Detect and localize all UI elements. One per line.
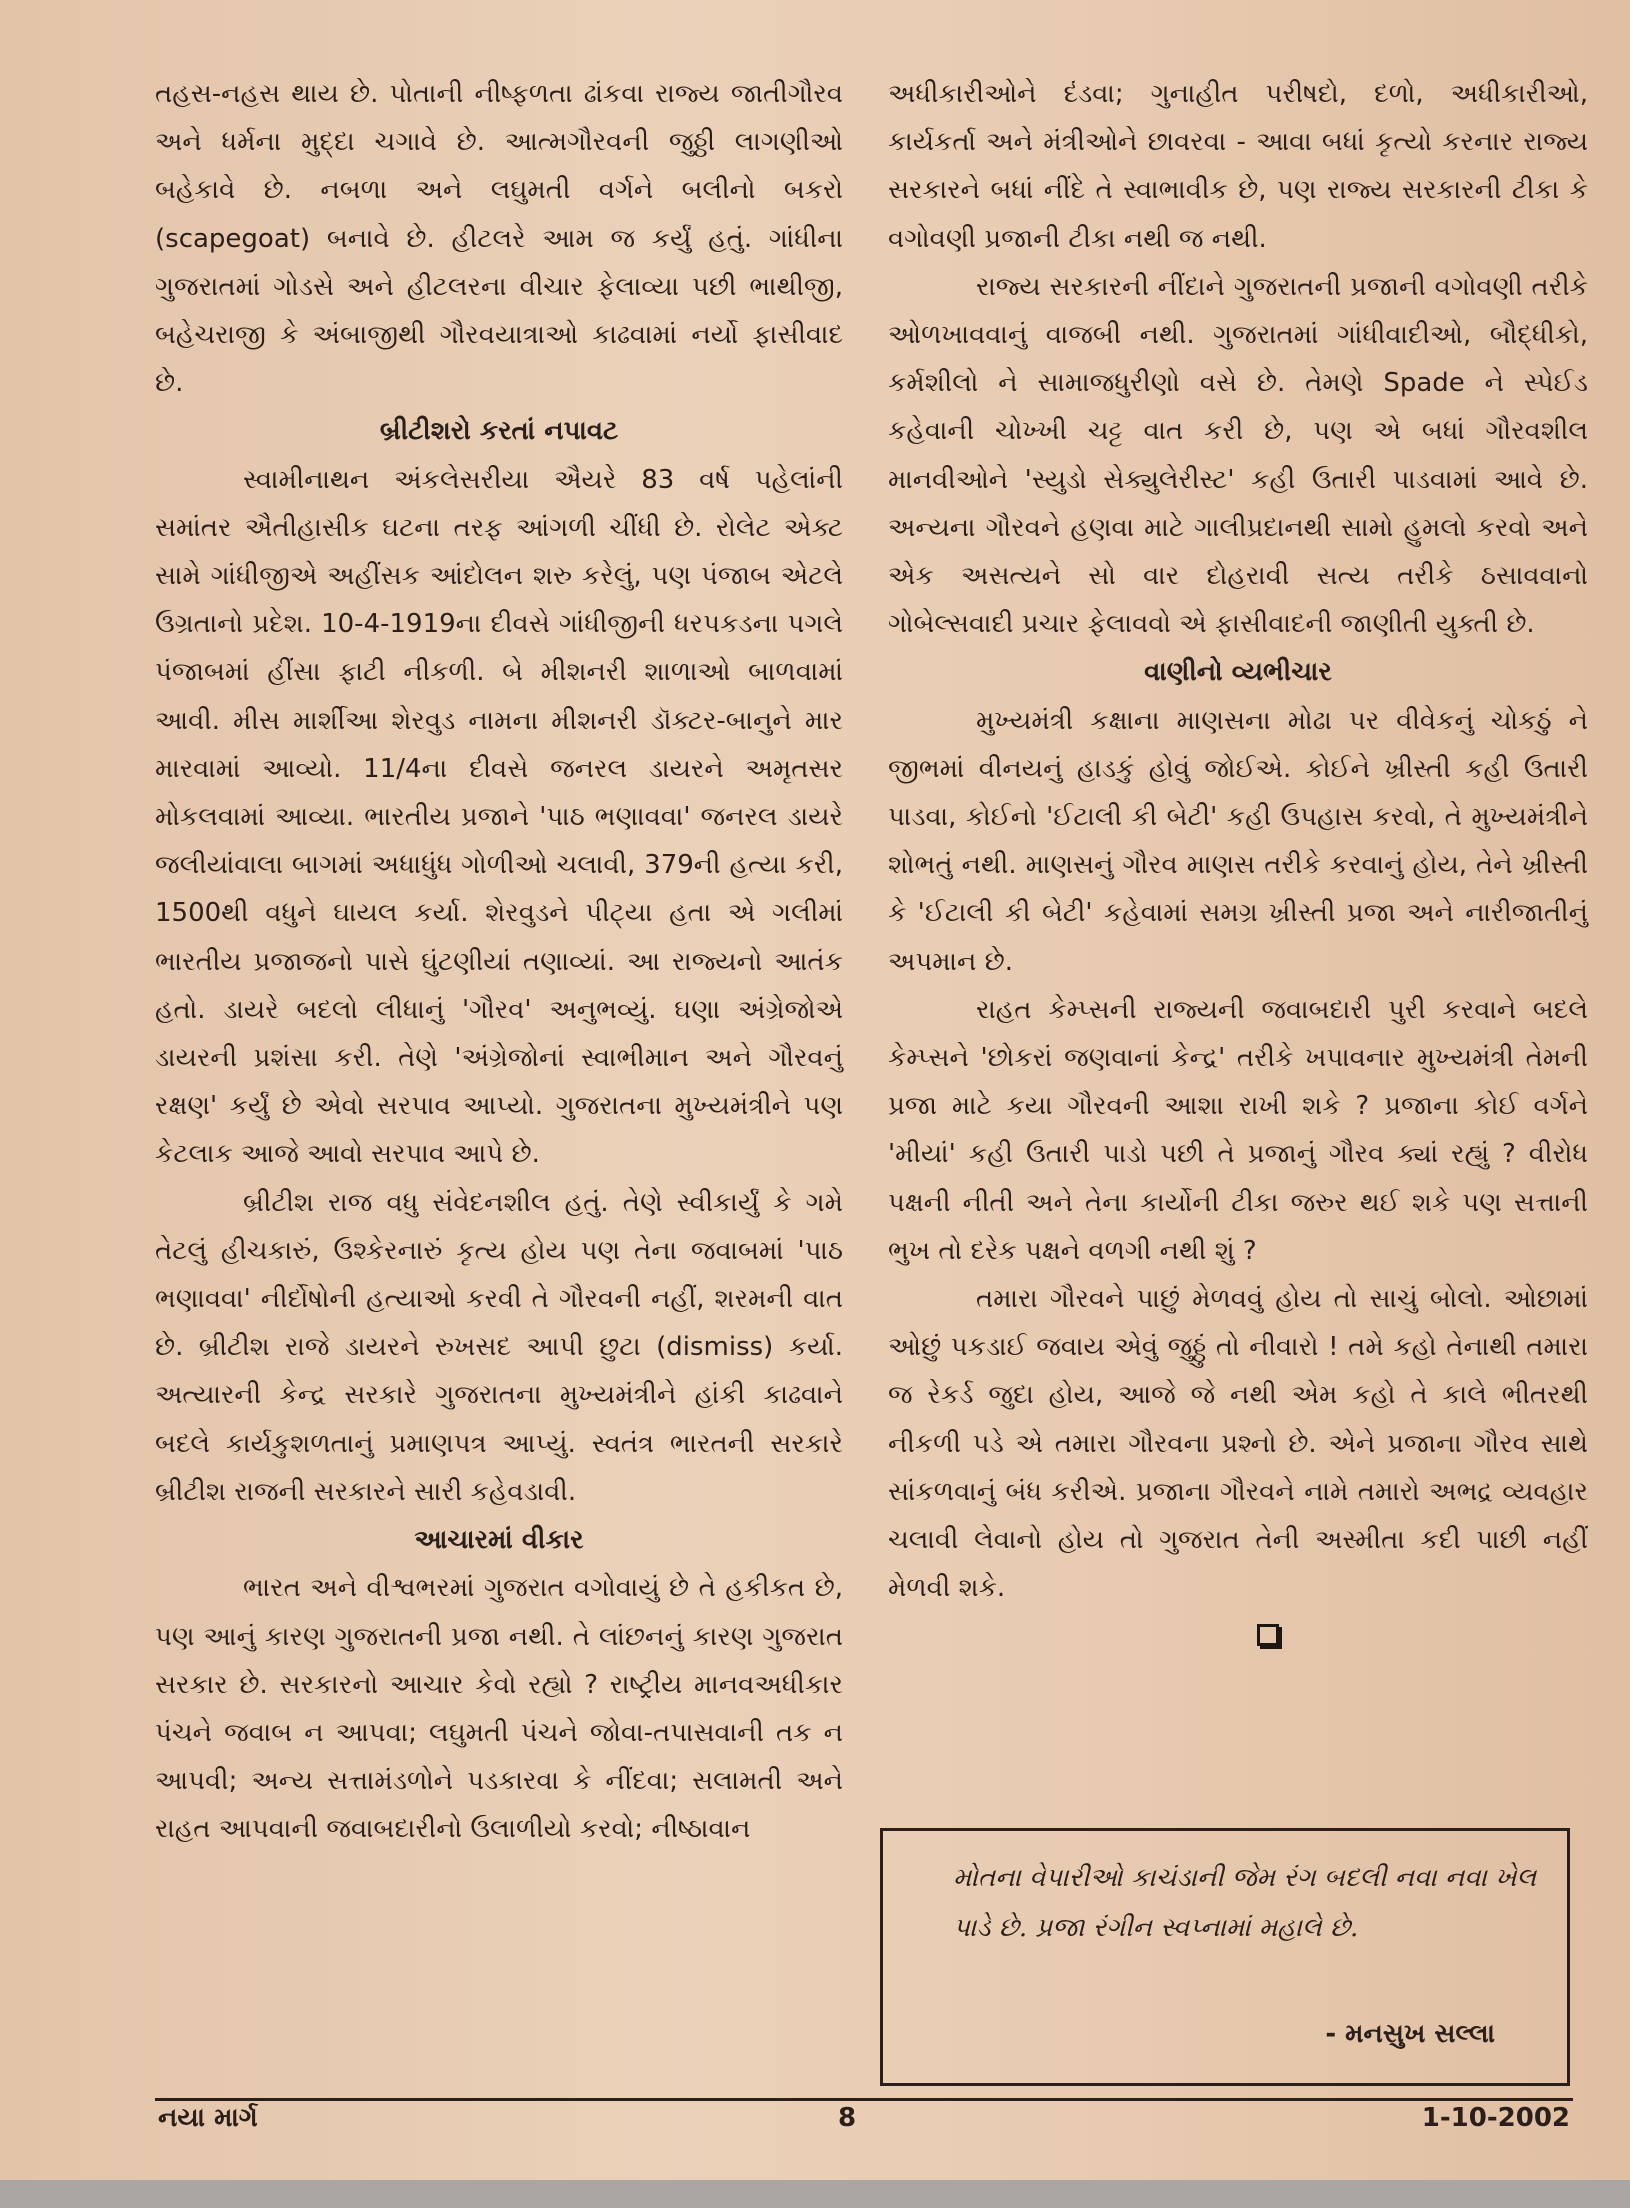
left-heading-1: બ્રીટીશરો કરતાં નપાવટ: [379, 416, 619, 447]
footer-page-number: 8: [838, 2103, 857, 2133]
right-column: [888, 70, 1588, 1657]
left-paragraph-1: તહસ-નહસ થાય છે. પોતાની નીષ્ફળતા ઢાંકવા રાજ્ય જાતીગૌરવ અને ધર્મના મુદ્દા ચગાવે છે. આત્મગૌરવની જુઠ્ઠી લાગણીઓ બહેકાવે છે. નબળા અને લઘુમતી વર્ગને બલીનો બકરો (scapegoat) બનાવે છે. હીટલરે આમ જ કર્યું હતું. ગાંધીના ગુજરાતમાં ગોડસે અને હીટલરના વીચાર ફેલાવ્યા પછી ભાથીજી, બહેચરાજી કે અંબાજીથી ગૌરવયાત્રાઓ કાઢવામાં નર્યો ફાસીવાદ છે.: [155, 79, 843, 399]
left-heading-2: આચારમાં વીકાર: [414, 1525, 584, 1556]
footer-rule: [155, 2098, 1573, 2101]
right-paragraph-2: રાજ્ય સરકારની નીંદાને ગુજરાતની પ્રજાની વગોવણી તરીકે ઓળખાવવાનું વાજબી નથી. ગુજરાતમાં ગાંધીવાદીઓ, બૌદ્ધીકો, કર્મશીલો ને સામાજધુરીણો વસે છે. તેમણે Spade ને સ્પેઈડ કહેવાની ચોખ્ખી ચટ્ટ વાત કરી છે, પણ એ બધાં ગૌરવશીલ માનવીઓને 'સ્યુડો સેક્યુલેરીસ્ટ' કહી ઉતારી પાડવામાં આવે છે. અન્યના ગૌરવને હણવા માટે ગાલીપ્રદાનથી સામો હુમલો કરવો અને એક અસત્યને સો વાર દોહરાવી સત્ય તરીકે ઠસાવવાનો ગોબેલ્સવાદી પ્રચાર ફેલાવવો એ ફાસીવાદની જાણીતી યુક્તી છે.: [888, 271, 1588, 640]
end-of-article-mark: [888, 1613, 1588, 1657]
right-paragraph-3: મુખ્યમંત્રી કક્ષાના માણસના મોઢા પર વીવેકનું ચોકઠું ને જીભમાં વીનયનું હાડકું હોવું જોઈએ. કોઈને ખ્રીસ્તી કહી ઉતારી પાડવા, કોઈનો 'ઈટાલી કી બેટી' કહી ઉપહાસ કરવો, તે મુખ્યમંત્રીને શોભતું નથી. માણસનું ગૌરવ માણસ તરીકે કરવાનું હોય, તેને ખ્રીસ્તી કે 'ઈટાલી કી બેટી' કહેવામાં સમગ્ર ખ્રીસ્તી પ્રજા અને નારીજાતીનું અપમાન છે.: [888, 705, 1588, 977]
left-paragraph-4: ભારત અને વીશ્વભરમાં ગુજરાત વગોવાયું છે તે હકીકત છે, પણ આનું કારણ ગુજરાતની પ્રજા નથી. તે લાંછનનું કારણ ગુજરાત સરકાર છે. સરકારનો આચાર કેવો રહ્યો ? રાષ્ટ્રીય માનવઅધીકાર પંચને જવાબ ન આપવા; લઘુમતી પંચને જોવા-તપાસવાની તક ન આપવી; અન્ય સત્તામંડળોને પડકારવા કે નીંદવા; સલામતી અને રાહત આપવાની જવાબદારીનો ઉલાળીયો કરવો; નીષ્ઠાવાન: [155, 1573, 843, 1845]
footer-publication: નયા માર્ગ: [158, 2103, 258, 2133]
footer-date: 1-10-2002: [1421, 2103, 1570, 2133]
left-paragraph-3: બ્રીટીશ રાજ વધુ સંવેદનશીલ હતું. તેણે સ્વીકાર્યું કે ગમે તેટલું હીચકારું, ઉશ્કેરનારું કૃત્ય હોય પણ તેના જવાબમાં 'પાઠ ભણાવવા' નીર્દોષોની હત્યાઓ કરવી તે ગૌરવની નહીં, શરમની વાત છે. બ્રીટીશ રાજે ડાયરને રુખસદ આપી છુટા (dismiss) કર્યા. અત્યારની કેન્દ્ર સરકારે ગુજરાતના મુખ્યમંત્રીને હાંકી કાઢવાને બદલે કાર્યકુશળતાનું પ્રમાણપત્ર આપ્યું. સ્વતંત્ર ભારતની સરકારે બ્રીટીશ રાજની સરકારને સારી કહેવડાવી.: [155, 1187, 843, 1507]
right-heading-1: વાણીનો વ્યભીચાર: [1144, 657, 1332, 688]
scan-bottom-band: [0, 2180, 1630, 2208]
quote-author: - મનસુખ સલ્લા: [1325, 2019, 1495, 2049]
right-paragraph-4: રાહત કેમ્પ્સની રાજ્યની જવાબદારી પુરી કરવાને બદલે કેમ્પ્સને 'છોકરાં જણવાનાં કેન્દ્ર' તરીકે ખપાવનાર મુખ્યમંત્રી તેમની પ્રજા માટે કયા ગૌરવની આશા રાખી શકે ? પ્રજાના કોઈ વર્ગને 'મીયાં' કહી ઉતારી પાડો પછી તે પ્રજાનું ગૌરવ ક્યાં રહ્યું ? વીરોધ પક્ષની નીતી અને તેના કાર્યોની ટીકા જરુર થઈ શકે પણ સત્તાની ભુખ તો દરેક પક્ષને વળગી નથી શું ?: [888, 994, 1588, 1266]
left-paragraph-2: સ્વામીનાથન અંકલેસરીયા ઐયરે 83 વર્ષ પહેલાંની સમાંતર ઐતીહાસીક ઘટના તરફ આંગળી ચીંધી છે. રોલેટ એક્ટ સામે ગાંધીજીએ અહીંસક આંદોલન શરુ કરેલું, પણ પંજાબ એટલે ઉગ્રતાનો પ્રદેશ. 10-4-1919ના દીવસે ગાંધીજીની ધરપકડના પગલે પંજાબમાં હીંસા ફાટી નીકળી. બે મીશનરી શાળાઓ બાળવામાં આવી. મીસ માર્શીઆ શેરવુડ નામના મીશનરી ડૉક્ટર-બાનુને માર મારવામાં આવ્યો. 11/4ના દીવસે જનરલ ડાયરને અમૃતસર મોકલવામાં આવ્યા. ભારતીય પ્રજાને 'પાઠ ભણાવવા' જનરલ ડાયરે જલીયાંવાલા બાગમાં અધાધુંધ ગોળીઓ ચલાવી, 379ની હત્યા કરી, 1500થી વધુને ઘાયલ કર્યા. શેરવુડને પીટ્યા હતા એ ગલીમાં ભારતીય પ્રજાજનો પાસે ઘુંટણીયાં તણાવ્યાં. આ રાજ્યનો આતંક હતો. ડાયરે બદલો લીધાનું 'ગૌરવ' અનુભવ્યું. ઘણા અંગ્રેજોએ ડાયરની પ્રશંસા કરી. તેણે 'અંગ્રેજોનાં સ્વાભીમાન અને ગૌરવનું રક્ષણ' કર્યું છે એવો સરપાવ આપ્યો. ગુજરાતના મુખ્યમંત્રીને પણ કેટલાક આજે આવો સરપાવ આપે છે.: [155, 464, 843, 1170]
right-paragraph-1: અધીકારીઓને દંડવા; ગુનાહીત પરીષદો, દળો, અધીકારીઓ, કાર્યકર્તા અને મંત્રીઓને છાવરવા - આવા બધાં કૃત્યો કરનાર રાજ્ય સરકારને બધાં નીંદે તે સ્વાભાવીક છે, પણ રાજ્ય સરકારની ટીકા કે વગોવણી પ્રજાની ટીકા નથી જ નથી.: [888, 79, 1588, 254]
square-icon: [1257, 1624, 1279, 1646]
quote-text: મોતના વેપારીઓ કાચંડાની જેમ રંગ બદલી નવા નવા ખેલ પાડે છે. પ્રજા રંગીન સ્વપ્નામાં મહાલે છે.: [953, 1863, 1537, 1943]
quote-box: [880, 1828, 1570, 2086]
left-column: [155, 70, 843, 1854]
right-paragraph-5: તમારા ગૌરવને પાછું મેળવવું હોય તો સાચું બોલો. ઓછામાં ઓછું પકડાઈ જવાય એવું જુઠ્ઠું તો નીવારો ! તમે કહો તેનાથી તમારા જ રેકર્ડ જુદા હોય, આજે જે નથી એમ કહો તે કાલે ભીતરથી નીકળી પડે એ તમારા ગૌરવના પ્રશ્નો છે. એને પ્રજાના ગૌરવ સાથે સાંકળવાનું બંધ કરીએ. પ્રજાના ગૌરવને નામે તમારો અભદ્ર વ્યવહાર ચલાવી લેવાનો હોય તો ગુજરાત તેની અસ્મીતા કદી પાછી નહીં મેળવી શકે.: [888, 1284, 1588, 1604]
